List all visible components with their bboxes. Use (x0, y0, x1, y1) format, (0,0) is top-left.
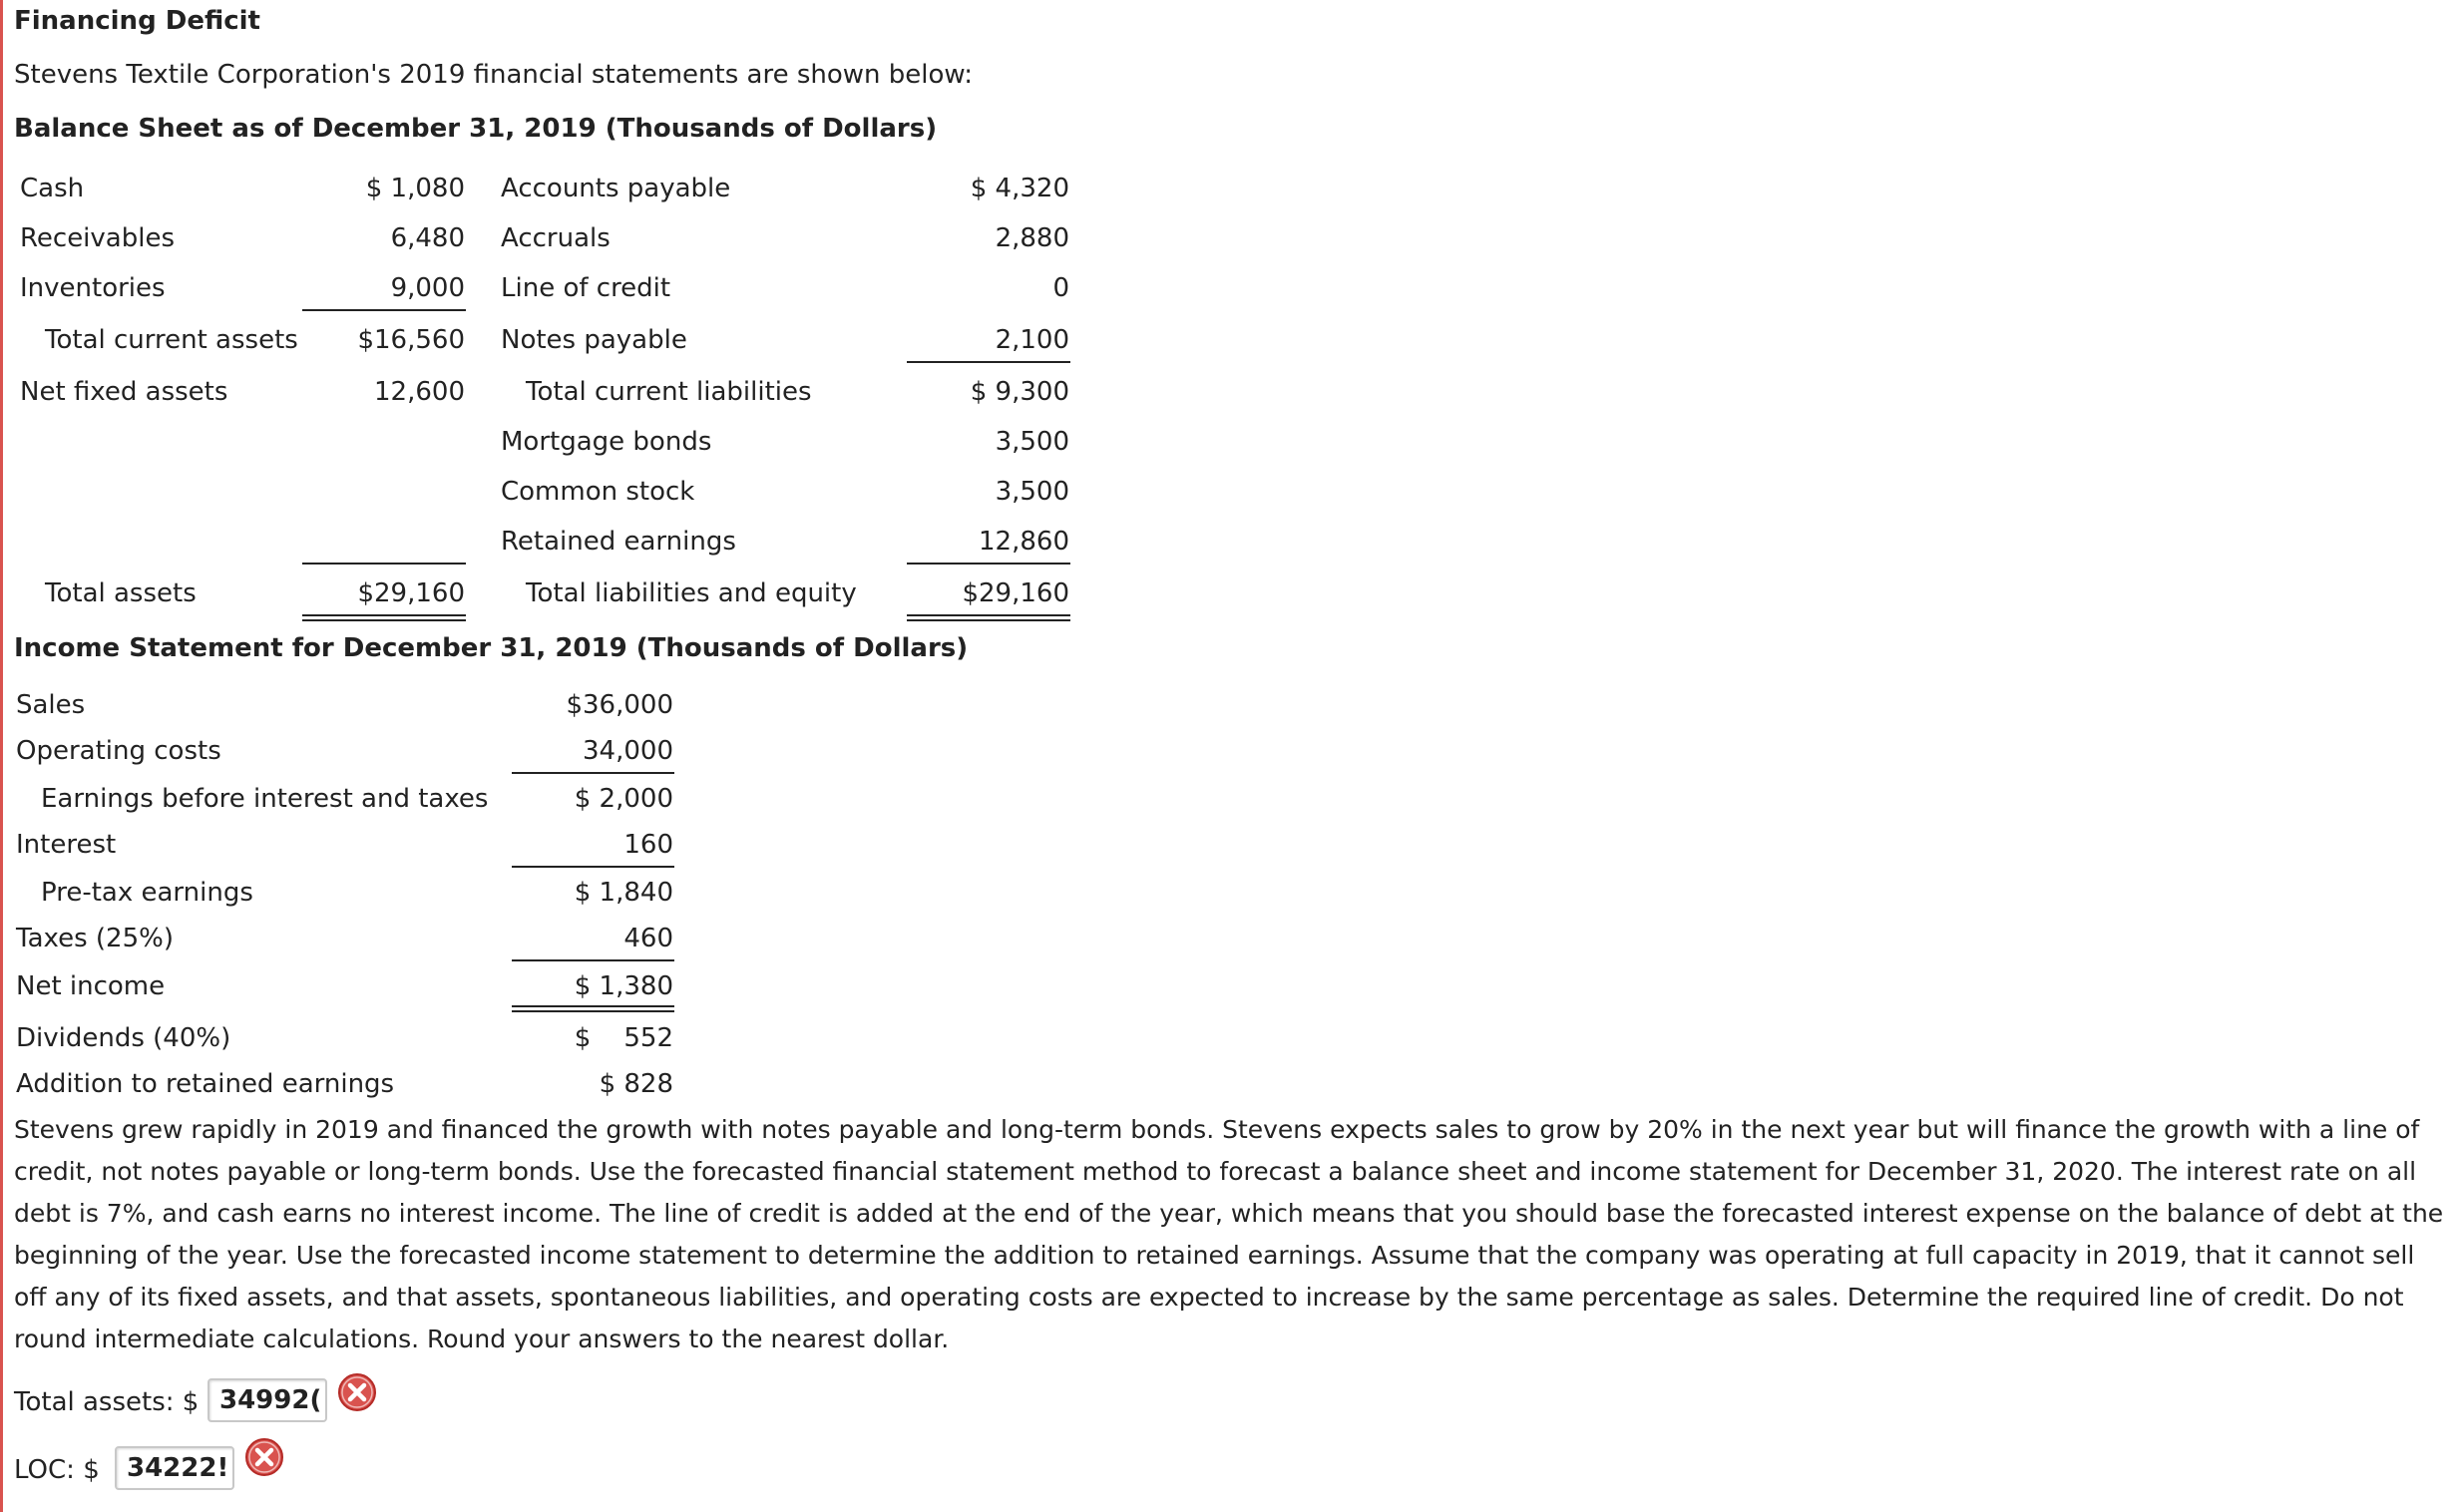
underline (512, 959, 674, 961)
underline (512, 772, 674, 774)
liability-label: Common stock (501, 477, 695, 507)
underline (302, 309, 466, 311)
liability-value: 2,880 (995, 223, 1069, 253)
liability-label: Notes payable (501, 325, 687, 355)
liability-label: Line of credit (501, 273, 671, 303)
underline (302, 563, 466, 565)
liability-value: $ 9,300 (970, 377, 1069, 407)
underline (907, 361, 1070, 363)
income-label: Pre-tax earnings (41, 878, 253, 908)
liability-value: $ 4,320 (970, 174, 1069, 203)
liability-label: Retained earnings (501, 527, 736, 557)
income-label: Earnings before interest and taxes (41, 784, 489, 814)
asset-value: $29,160 (357, 578, 465, 608)
liability-value: 2,100 (995, 325, 1069, 355)
incorrect-icon (337, 1372, 377, 1412)
liability-value: $29,160 (962, 578, 1069, 608)
asset-label: Total current assets (45, 325, 298, 355)
income-label: Taxes (25%) (16, 924, 174, 953)
income-value: $ 828 (599, 1069, 673, 1099)
income-value: 460 (623, 924, 673, 953)
page-title: Financing Deficit (14, 6, 260, 36)
income-value: $ 1,380 (574, 971, 673, 1001)
liability-label: Total current liabilities (526, 377, 812, 407)
income-value: 160 (623, 830, 673, 860)
income-label: Operating costs (16, 736, 221, 766)
income-label: Interest (16, 830, 117, 860)
total-assets-label: Total assets: $ (14, 1387, 200, 1417)
problem-text: Stevens grew rapidly in 2019 and financed the growth with notes payable and long-term bonds. Stevens expects sales to grow by 20% in the next year but will finance the growth with a line of credit, not notes payable or long-term bonds. Use the forecasted financial statement method to forecast a balance sheet and income statement for December 31, 2020. The interest rate on all debt is 7%, and cash earns no interest income. The line of credit is added at the end of the year, which means that you should base the forecasted interest expense on the balance of debt at the beginning of the year. Use the forecasted income statement to determine the addition to retained earnings. Assume that the company was operating at full capacity in 2019, that it cannot sell off any of its fixed assets, and that assets, spontaneous liabilities, and operating costs are expected to increase by the same percentage as sales. Determine the required line of credit. Do not round intermediate calculations. Round your answers to the nearest dollar. (14, 1115, 2444, 1353)
underline (512, 866, 674, 868)
underline (907, 563, 1070, 565)
intro-text: Stevens Textile Corporation's 2019 financial statements are shown below: (14, 60, 973, 90)
asset-label: Cash (20, 174, 85, 203)
asset-label: Inventories (20, 273, 166, 303)
asset-label: Receivables (20, 223, 175, 253)
incorrect-icon (244, 1437, 284, 1477)
asset-value: 6,480 (390, 223, 465, 253)
income-value: $ 552 (574, 1023, 673, 1053)
asset-label: Net fixed assets (20, 377, 228, 407)
income-value: 34,000 (583, 736, 673, 766)
income-value: $36,000 (566, 690, 673, 720)
asset-value: 12,600 (374, 377, 465, 407)
loc-label: LOC: $ (14, 1455, 100, 1485)
liability-value: 3,500 (995, 427, 1069, 457)
balance-sheet-title: Balance Sheet as of December 31, 2019 (Thousands of Dollars) (14, 114, 938, 144)
liability-value: 0 (1052, 273, 1069, 303)
liability-value: 3,500 (995, 477, 1069, 507)
double-underline (302, 614, 466, 621)
income-label: Dividends (40%) (16, 1023, 231, 1053)
income-label: Sales (16, 690, 86, 720)
total-assets-input[interactable]: 34992( (207, 1378, 327, 1422)
liability-label: Total liabilities and equity (526, 578, 857, 608)
liability-value: 12,860 (979, 527, 1069, 557)
liability-label: Mortgage bonds (501, 427, 712, 457)
asset-value: 9,000 (390, 273, 465, 303)
loc-input[interactable]: 34222! (115, 1446, 234, 1490)
income-label: Addition to retained earnings (16, 1069, 395, 1099)
double-underline (512, 1005, 674, 1012)
liability-label: Accruals (501, 223, 611, 253)
income-value: $ 2,000 (574, 784, 673, 814)
income-value: $ 1,840 (574, 878, 673, 908)
income-statement-title: Income Statement for December 31, 2019 (Thousands of Dollars) (14, 633, 969, 663)
left-border-accent (0, 0, 3, 1512)
asset-value: $16,560 (357, 325, 465, 355)
income-label: Net income (16, 971, 166, 1001)
liability-label: Accounts payable (501, 174, 731, 203)
asset-value: $ 1,080 (365, 174, 465, 203)
asset-label: Total assets (45, 578, 197, 608)
double-underline (907, 614, 1070, 621)
